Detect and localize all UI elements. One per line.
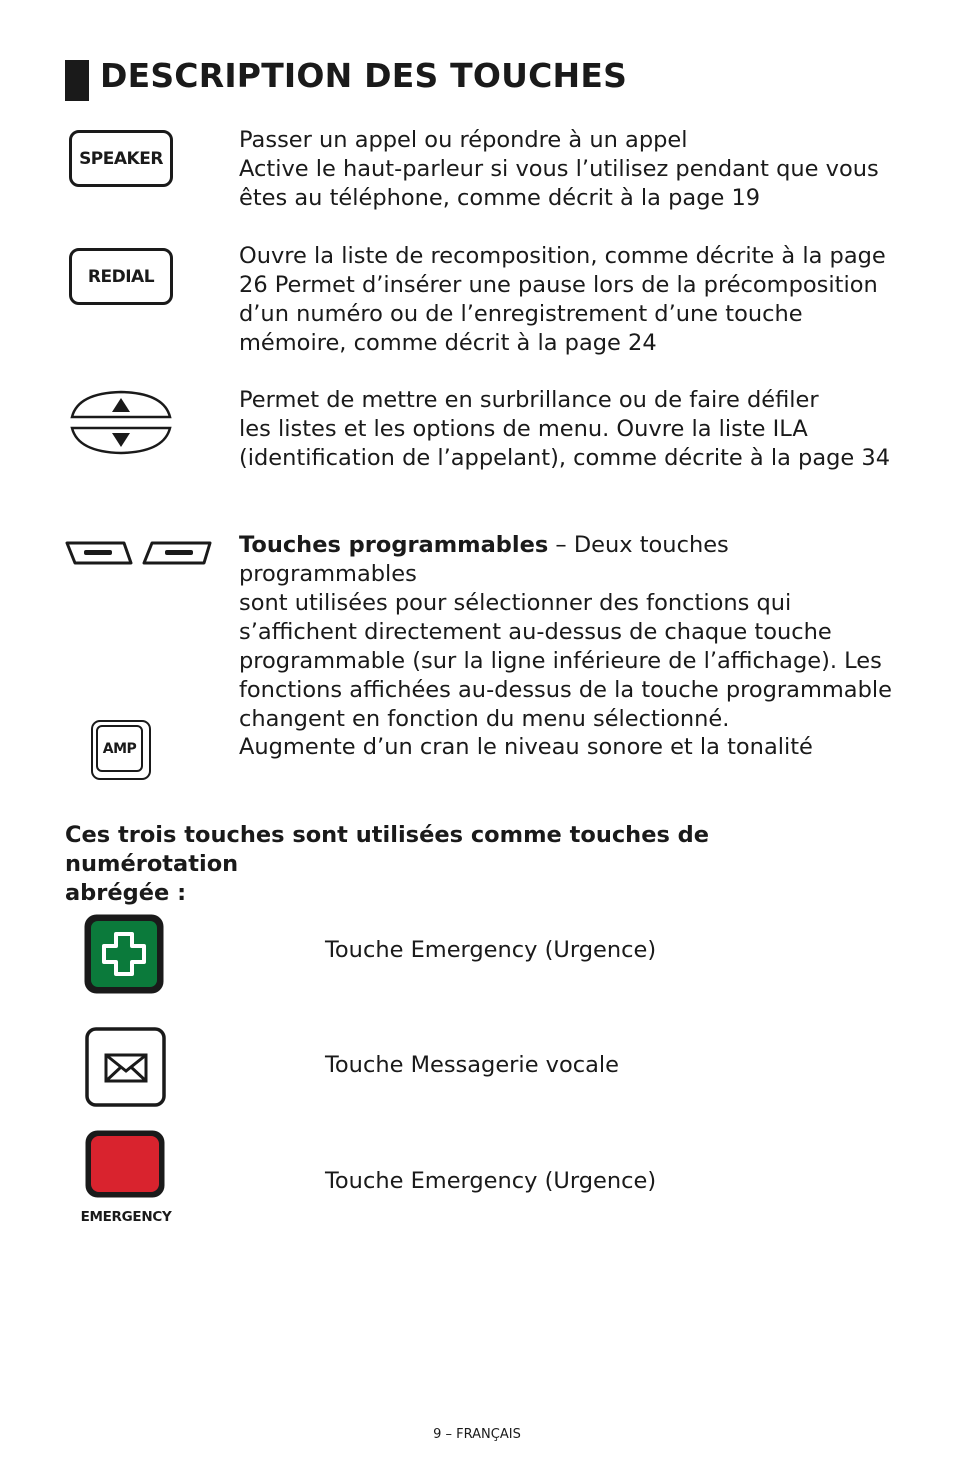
speaker-key-label: SPEAKER bbox=[79, 148, 163, 169]
speaker-line-3: êtes au téléphone, comme décrit à la page 19 bbox=[239, 185, 761, 211]
speaker-line-2: Active le haut-parleur si vous l’utilisez pendant que vous bbox=[239, 156, 879, 182]
navigation-line-1: Permet de mettre en surbrillance ou de faire défiler bbox=[239, 387, 819, 413]
navigation-key-icon bbox=[68, 388, 174, 456]
redial-description bbox=[239, 242, 899, 358]
amp-key-inner bbox=[96, 725, 143, 772]
speaker-line-1: Passer un appel ou répondre à un appel bbox=[239, 127, 688, 153]
speed-dial-label-emergency-2: Touche Emergency (Urgence) bbox=[325, 1168, 657, 1194]
redial-line-3: d’un numéro ou de l’enregistrement d’une touche bbox=[239, 301, 803, 327]
redial-line-4: mémoire, comme décrit à la page 24 bbox=[239, 330, 657, 356]
emergency-key-label: EMERGENCY bbox=[80, 1209, 172, 1225]
softkeys-line-3: s’affichent directement au-dessus de chaque touche bbox=[239, 619, 832, 645]
redial-line-2: 26 Permet d’insérer une pause lors de la précomposition bbox=[239, 272, 878, 298]
navigation-line-3: (identification de l’appelant), comme décrite à la page 34 bbox=[239, 445, 891, 471]
amp-description bbox=[239, 733, 899, 762]
speed-dial-label-voicemail: Touche Messagerie vocale bbox=[325, 1052, 620, 1078]
speed-dial-heading-line-2: abrégée : bbox=[65, 880, 187, 906]
speed-dial-label-emergency-1: Touche Emergency (Urgence) bbox=[325, 937, 657, 963]
amp-line-1: Augmente d’un cran le niveau sonore et la tonalité bbox=[239, 734, 813, 760]
softkeys-line-1 bbox=[239, 531, 899, 589]
amp-key-icon bbox=[91, 720, 151, 780]
softkeys-line-1-rest: Deux touches programmables bbox=[239, 532, 729, 587]
speed-dial-heading-line-1: Ces trois touches sont utilisées comme touches de numérotation bbox=[65, 822, 710, 877]
envelope-icon bbox=[85, 1027, 166, 1107]
softkeys-line-2: sont utilisées pour sélectionner des fonctions qui bbox=[239, 590, 792, 616]
speed-dial-heading bbox=[65, 821, 885, 908]
softkeys-title: Touches programmables bbox=[239, 532, 549, 558]
red-square-icon bbox=[84, 1129, 166, 1199]
redial-key-icon bbox=[69, 248, 173, 305]
softkeys-description bbox=[239, 531, 899, 734]
navigation-description bbox=[239, 386, 899, 473]
title-marker bbox=[65, 60, 89, 101]
softkeys-dash: – bbox=[548, 532, 574, 558]
softkeys-line-5: fonctions affichées au-dessus de la touche programmable bbox=[239, 677, 892, 703]
green-cross-icon bbox=[83, 913, 165, 995]
softkeys-icon bbox=[64, 538, 214, 568]
redial-line-1: Ouvre la liste de recomposition, comme décrite à la page bbox=[239, 243, 886, 269]
speaker-description bbox=[239, 126, 899, 213]
softkeys-line-4: programmable (sur la ligne inférieure de l’affichage). Les bbox=[239, 648, 882, 674]
amp-key-label: AMP bbox=[102, 740, 137, 757]
redial-key-label: REDIAL bbox=[87, 266, 155, 287]
softkeys-line-6: changent en fonction du menu sélectionné. bbox=[239, 706, 730, 732]
page-title: DESCRIPTION DES TOUCHES bbox=[100, 56, 628, 95]
page-footer: 9 – FRANÇAIS bbox=[433, 1427, 521, 1442]
speaker-key-icon bbox=[69, 130, 173, 187]
navigation-line-2: les listes et les options de menu. Ouvre la liste ILA bbox=[239, 416, 808, 442]
